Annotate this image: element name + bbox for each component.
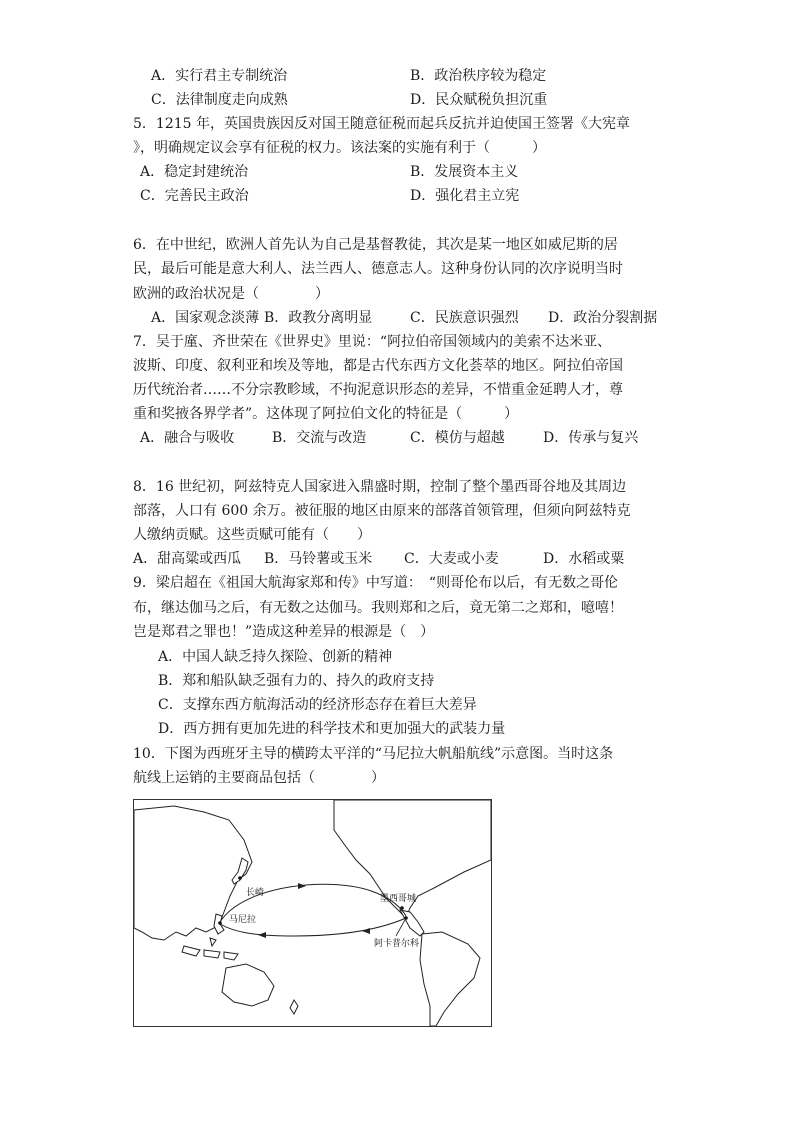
label-mexico-city: 墨西哥城 (380, 894, 417, 904)
q9-stem-line-3: 岂是郑君之罪也！”造成这种差异的根源是（ ） (133, 624, 435, 640)
q6-stem-line-2: 民，最后可能是意大利人、法兰西人、德意志人。这种身份认同的次序说明当时 (133, 261, 623, 277)
world-map-svg (134, 800, 491, 1026)
q8-option-d: D．水稻或粟 (543, 551, 625, 567)
q8-stem-line-1: 8．16 世纪初，阿兹特克人国家进入鼎盛时期，控制了整个墨西哥谷地及其周边 (133, 479, 627, 495)
q9-stem-line-1: 9．梁启超在《祖国大航海家郑和传》中写道： “则哥伦布以后，有无数之哥伦 (133, 575, 619, 591)
q5-option-b: B．发展资本主义 (410, 164, 519, 180)
q6-stem-line-1: 6．在中世纪，欧洲人首先认为自己是基督教徒，其次是某一地区如威尼斯的居 (133, 237, 618, 253)
label-manila: 马尼拉 (229, 915, 257, 925)
indonesia-islands (182, 946, 238, 960)
mexico-city-marker (400, 906, 404, 910)
q9-option-b: B．郑和船队缺乏强有力的、持久的政府支持 (158, 673, 435, 689)
q9-option-c: C．支撑东西方航海活动的经济形态存在着巨大差异 (158, 697, 477, 713)
q8-option-b: B．马铃薯或玉米 (264, 551, 373, 567)
q9-option-d: D．西方拥有更加先进的科学技术和更加强大的武装力量 (158, 721, 506, 737)
q4-option-d: D．民众赋税负担沉重 (410, 92, 548, 108)
australia-landmass (222, 964, 274, 1006)
q5-option-a: A．稳定封建统治 (140, 164, 249, 180)
q7-stem-line-1: 7．吴于廑、齐世荣在《世界史》里说：“阿拉伯帝国领域内的美索不达米亚、 (133, 334, 612, 350)
q9-option-a: A．中国人缺乏持久探险、创新的精神 (158, 649, 393, 665)
route-arrow-west-2 (362, 928, 370, 934)
q6-option-b: B．政教分离明显 (264, 310, 373, 326)
q6-option-d: D．政治分裂割据 (548, 310, 658, 326)
label-nagasaki: 长崎 (246, 888, 265, 898)
q5-stem-line-1: 5．1215 年，英国贵族因反对国王随意征税而起兵反抗并迫使国王签署《大宪章 (133, 116, 630, 132)
q7-option-b: B．交流与改造 (272, 430, 367, 446)
q7-stem-line-4: 重和奖掖各界学者”。这体现了阿拉伯文化的特征是（ ） (133, 406, 519, 422)
acapulco-leader-line (396, 918, 406, 936)
q6-option-a: A．国家观念淡薄 (151, 310, 260, 326)
q4-option-a: A．实行君主专制统治 (151, 68, 288, 84)
q6-option-c: C．民族意识强烈 (410, 310, 519, 326)
q7-option-a: A．融合与吸收 (140, 430, 235, 446)
q5-option-d: D．强化君主立宪 (410, 188, 520, 204)
label-acapulco: 阿卡普尔科 (374, 939, 420, 949)
q6-stem-line-3: 欧洲的政治状况是（ ） (133, 286, 329, 302)
q8-option-c: C．大麦或小麦 (404, 551, 499, 567)
q4-option-b: B．政治秩序较为稳定 (410, 68, 547, 84)
q7-option-d: D．传承与复兴 (543, 430, 639, 446)
q8-stem-line-3: 人缴纳贡赋。这些贡赋可能有（ ） (133, 527, 371, 543)
q7-option-c: C．模仿与超越 (410, 430, 505, 446)
q5-option-c: C．完善民主政治 (140, 188, 249, 204)
manila-marker (218, 921, 222, 925)
nagasaki-marker (238, 876, 242, 880)
q8-stem-line-2: 部落，人口有 600 余万。被征服的地区由原来的部落首领管理，但须向阿兹特克 (133, 503, 631, 519)
route-arrow-east (298, 883, 306, 889)
q10-stem-line-2: 航线上运销的主要商品包括（ ） (133, 770, 385, 786)
q8-option-a: A．甜高粱或西瓜 (133, 551, 242, 567)
q4-option-c: C．法律制度走向成熟 (151, 92, 288, 108)
q7-stem-line-2: 波斯、印度、叙利亚和埃及等地，都是古代东西方文化荟萃的地区。阿拉伯帝国 (133, 358, 623, 374)
q7-stem-line-3: 历代统治者……不分宗教畛域，不拘泥意识形态的差异，不惜重金延聘人才，尊 (133, 382, 623, 398)
q9-stem-line-2: 布，继达伽马之后，有无数之达伽马。我则郑和之后，竟无第二之郑和，噫嘻！ (133, 600, 623, 616)
manila-galleon-route-map (133, 799, 492, 1027)
route-arrow-west (258, 932, 266, 938)
south-america-landmass (420, 932, 480, 1026)
q5-stem-line-2: 》，明确规定议会享有征税的权力。该法案的实施有利于（ ） (133, 140, 546, 156)
new-zealand-landmass (290, 1000, 298, 1014)
q10-stem-line-1: 10．下图为西班牙主导的横跨太平洋的“马尼拉大帆船航线”示意图。当时这条 (133, 746, 614, 762)
